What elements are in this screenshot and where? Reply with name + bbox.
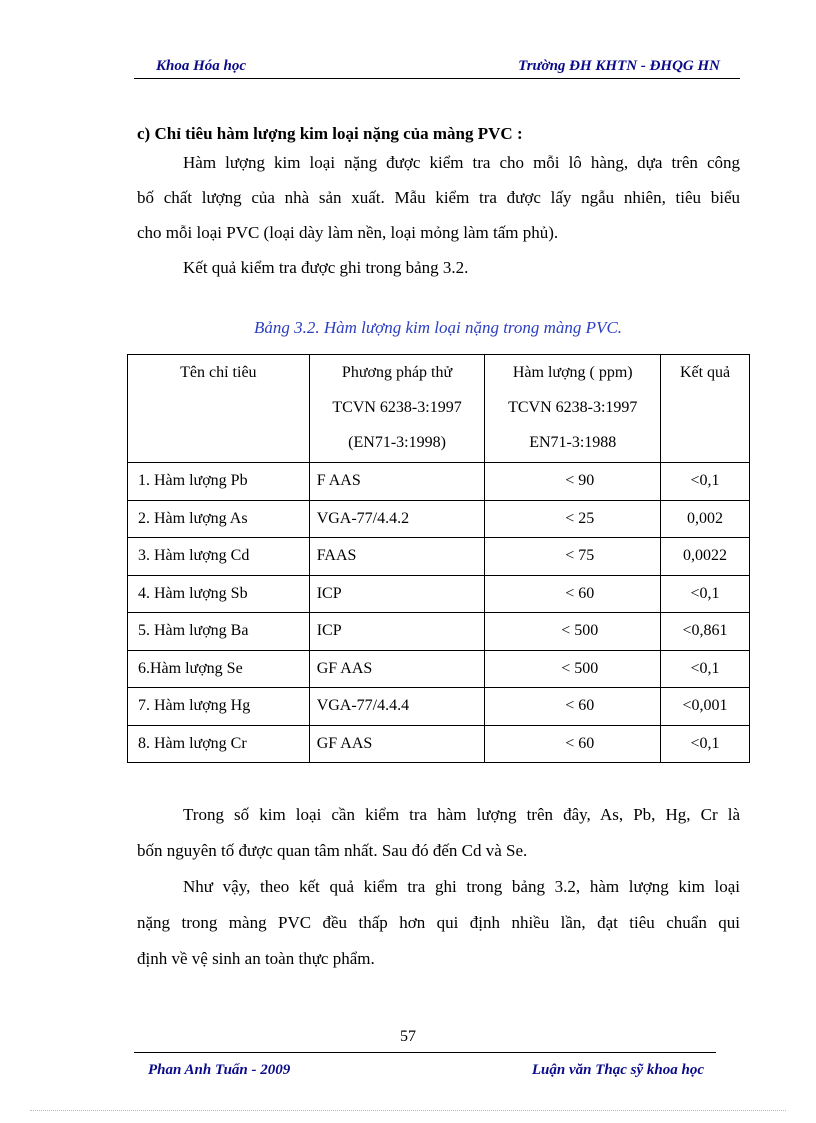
table-row	[128, 688, 750, 726]
cell-name: 6.Hàm lượng Se	[128, 650, 310, 688]
cell-method: GF AAS	[309, 725, 485, 763]
cell-name: 4. Hàm lượng Sb	[128, 575, 310, 613]
cell-method: VGA-77/4.4.4	[309, 688, 485, 726]
table-row	[128, 575, 750, 613]
cell-result: <0,861	[661, 613, 750, 651]
cell-limit: < 90	[485, 463, 661, 501]
cell-method: ICP	[309, 613, 485, 651]
cell-name: 8. Hàm lượng Cr	[128, 725, 310, 763]
cell-result: <0,1	[661, 650, 750, 688]
para1-line: Hàm lượng kim loại nặng được kiểm tra cho mỗi lô hàng, dựa trên công	[183, 153, 740, 172]
table-row	[128, 725, 750, 763]
para3-line: bốn nguyên tố được quan tâm nhất. Sau đó đến Cd và Se.	[137, 841, 528, 860]
cell-name: 3. Hàm lượng Cd	[128, 538, 310, 576]
cell-result: 0,002	[661, 500, 750, 538]
cell-limit: < 500	[485, 650, 661, 688]
cell-result: 0,0022	[661, 538, 750, 576]
para3-line: Trong số kim loại cần kiểm tra hàm lượng trên đây, As, Pb, Hg, Cr là	[183, 805, 740, 824]
cell-method: GF AAS	[309, 650, 485, 688]
para4-line: Như vậy, theo kết quả kiểm tra ghi trong bảng 3.2, hàm lượng kim loại	[183, 877, 740, 896]
header-method: Phương pháp thử TCVN 6238-3:1997 (EN71-3:1998)	[309, 355, 485, 463]
cell-name: 2. Hàm lượng As	[128, 500, 310, 538]
footer-thesis: Luận văn Thạc sỹ khoa học	[531, 1062, 704, 1078]
header-university: Trường ĐH KHTN - ĐHQG HN	[518, 58, 720, 74]
page-number: 57	[400, 1028, 416, 1045]
para1-line: bố chất lượng của nhà sản xuất. Mẫu kiểm tra được lấy ngẫu nhiên, tiêu biểu	[137, 188, 740, 207]
cell-limit: < 500	[485, 613, 661, 651]
heavy-metal-table	[127, 354, 750, 763]
table-row	[128, 538, 750, 576]
header-faculty: Khoa Hóa học	[156, 58, 247, 74]
para1-line: cho mỗi loại PVC (loại dày làm nền, loại mỏng làm tấm phủ).	[137, 223, 559, 242]
cell-method: FAAS	[309, 538, 485, 576]
cell-name: 7. Hàm lượng Hg	[128, 688, 310, 726]
cell-result: <0,001	[661, 688, 750, 726]
footer-author: Phan Anh Tuấn - 2009	[148, 1062, 291, 1078]
para4-line: nặng trong màng PVC đều thấp hơn qui định nhiều lần, đạt tiêu chuẩn qui	[137, 913, 740, 932]
cell-limit: < 60	[485, 725, 661, 763]
cell-result: <0,1	[661, 725, 750, 763]
table-row	[128, 650, 750, 688]
intro-paragraphs	[137, 145, 740, 285]
cell-result: <0,1	[661, 575, 750, 613]
cell-method: ICP	[309, 575, 485, 613]
page-bottom-divider	[30, 1110, 786, 1111]
cell-method: F AAS	[309, 463, 485, 501]
cell-limit: < 75	[485, 538, 661, 576]
cell-result: <0,1	[661, 463, 750, 501]
cell-limit: < 25	[485, 500, 661, 538]
conclusion-paragraphs	[137, 797, 740, 977]
header-result: Kết quả	[661, 355, 750, 463]
table-row	[128, 500, 750, 538]
table-row	[128, 613, 750, 651]
header-name: Tên chỉ tiêu	[128, 355, 310, 463]
page-footer	[134, 1052, 716, 1078]
cell-limit: < 60	[485, 688, 661, 726]
section-heading: c) Chỉ tiêu hàm lượng kim loại nặng của màng PVC :	[137, 124, 523, 143]
page-header	[134, 56, 740, 79]
para4-line: định về vệ sinh an toàn thực phẩm.	[137, 949, 375, 968]
table-header-row	[128, 355, 750, 463]
table-caption: Bảng 3.2. Hàm lượng kim loại nặng trong màng PVC.	[253, 318, 623, 337]
cell-method: VGA-77/4.4.2	[309, 500, 485, 538]
header-limit: Hàm lượng ( ppm) TCVN 6238-3:1997 EN71-3:1988	[485, 355, 661, 463]
cell-name: 1. Hàm lượng Pb	[128, 463, 310, 501]
table-row	[128, 463, 750, 501]
cell-name: 5. Hàm lượng Ba	[128, 613, 310, 651]
cell-limit: < 60	[485, 575, 661, 613]
para2-text: Kết quả kiểm tra được ghi trong bảng 3.2.	[183, 258, 469, 277]
